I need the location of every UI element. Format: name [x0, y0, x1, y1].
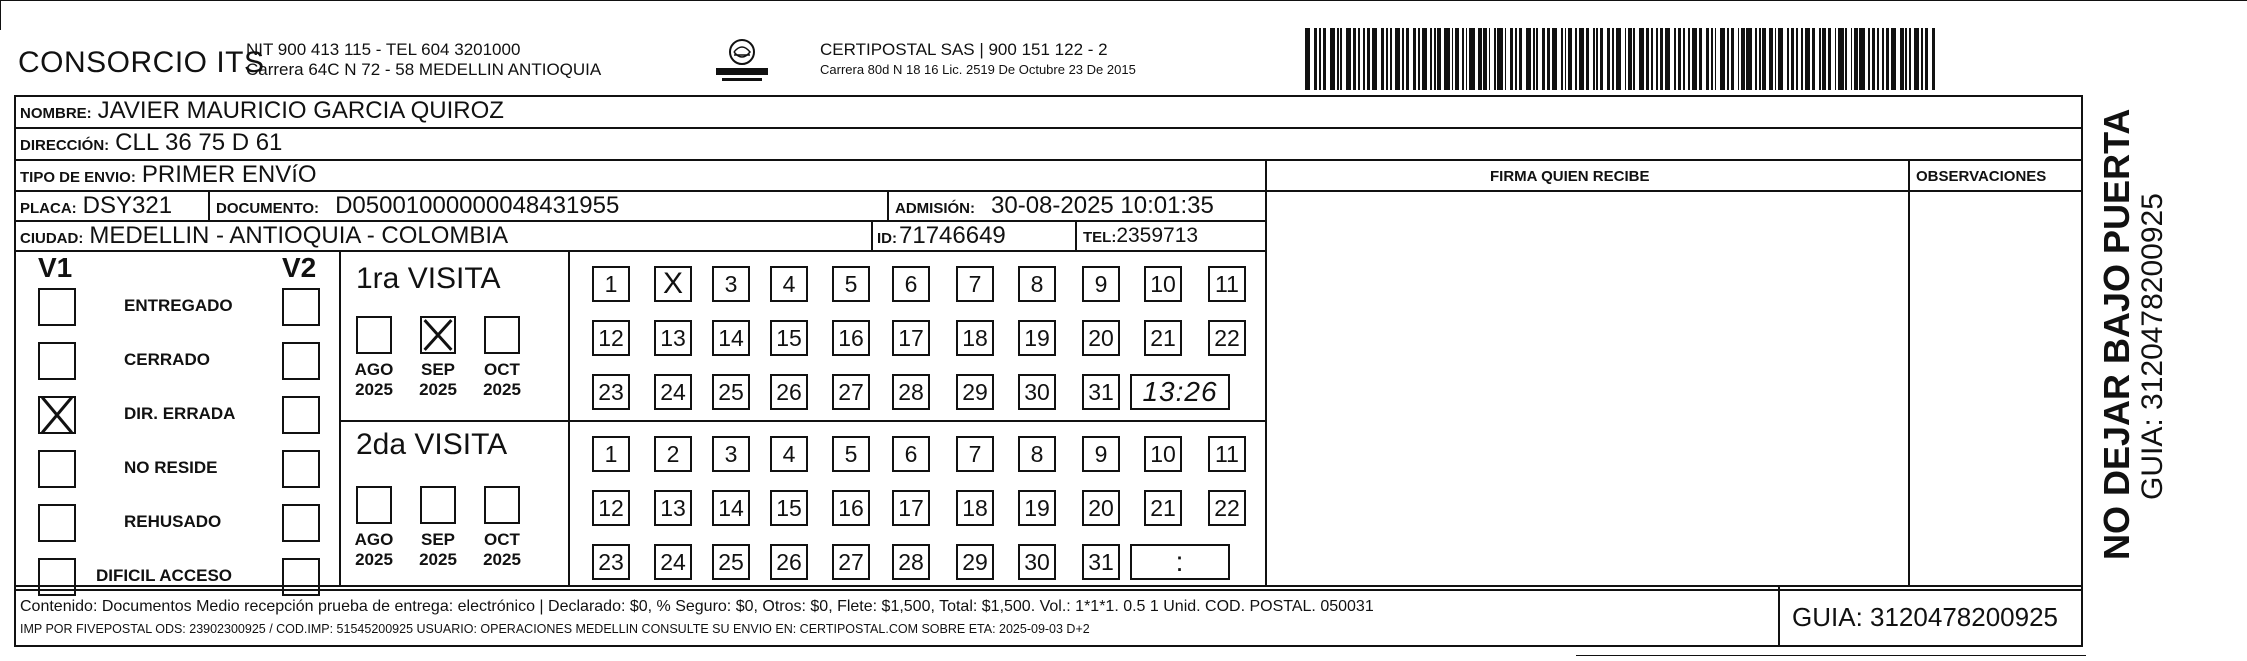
day-box: 1 [592, 436, 630, 472]
month-label: SEP 2025 [419, 360, 457, 399]
name-row [20, 97, 504, 125]
barcode-bar [1340, 28, 1342, 90]
status-v2-checkbox [282, 342, 320, 380]
barcode-bar [1444, 28, 1449, 90]
barcode [1305, 28, 1938, 90]
day-box: 11 [1208, 266, 1246, 302]
plate-field [20, 192, 172, 220]
name-value: JAVIER MAURICIO GARCIA QUIROZ [97, 97, 504, 124]
day-box: 7 [956, 266, 994, 302]
id-col-line [871, 220, 873, 251]
admission-field [895, 192, 1214, 220]
barcode-bar [1656, 28, 1658, 90]
barcode-bar [1358, 28, 1360, 90]
day-box: 9 [1082, 436, 1120, 472]
visit1-title: 1ra VISITA [356, 262, 501, 295]
side-warning: NO DEJAR BAJO PUERTA [2096, 108, 2137, 560]
day-box: 8 [1018, 436, 1056, 472]
barcode-bar [1483, 28, 1487, 90]
barcode-bar [1651, 28, 1653, 90]
barcode-bar [1819, 28, 1821, 90]
day-box: 10 [1144, 266, 1182, 302]
footer-guide: GUIA: 3120478200925 [1792, 602, 2058, 632]
months-col-line [568, 250, 570, 586]
month-checkbox [356, 486, 392, 524]
barcode-bar [1886, 28, 1890, 90]
status-v1-checkbox [38, 450, 76, 488]
day-box: 14 [712, 490, 750, 526]
time-box: : [1130, 544, 1230, 580]
month-label: SEP 2025 [419, 530, 457, 569]
barcode-bar [1759, 28, 1761, 90]
barcode-bar [1469, 28, 1474, 90]
day-box: 3 [712, 266, 750, 302]
barcode-bar [1787, 28, 1789, 90]
barcode-bar [1778, 28, 1783, 90]
status-v1-checkbox [38, 504, 76, 542]
tel-label: TEL: [1083, 229, 1117, 246]
day-box: 25 [712, 544, 750, 580]
barcode-bar [1466, 28, 1468, 90]
barcode-bar [1536, 28, 1538, 90]
day-box: 11 [1208, 436, 1246, 472]
barcode-bar [1575, 28, 1577, 90]
plate-col-line [208, 190, 210, 221]
barcode-bar [1422, 28, 1427, 90]
v1-label: V1 [38, 252, 73, 283]
month-checkbox [484, 316, 520, 354]
barcode-bar [1505, 28, 1507, 90]
barcode-bar [1796, 28, 1798, 90]
company-name: CONSORCIO ITS [18, 46, 265, 79]
v2-label: V2 [282, 252, 317, 283]
month-checkbox [356, 316, 392, 354]
day-box: 26 [770, 544, 808, 580]
admission-col-line [887, 190, 889, 221]
shipment-type-value: PRIMER ENVíO [141, 161, 317, 188]
barcode-bar [1812, 28, 1816, 90]
barcode-bar [1628, 28, 1632, 90]
visit-divider [339, 420, 1266, 422]
barcode-bar [1859, 28, 1864, 90]
day-box: 25 [712, 374, 750, 410]
id-value: 71746649 [899, 222, 1006, 249]
city-value: MEDELLIN - ANTIOQUIA - COLOMBIA [89, 222, 509, 249]
time-box: 13:26 [1130, 374, 1230, 410]
document-field [216, 192, 619, 220]
status-v2-checkbox [282, 288, 320, 326]
status-label: CERRADO [124, 350, 210, 369]
company-nit: NIT 900 413 115 - TEL 604 3201000 [246, 40, 521, 59]
status-label: ENTREGADO [124, 296, 233, 315]
month-label: AGO 2025 [354, 530, 394, 569]
barcode-bar [1568, 28, 1572, 90]
day-box: 28 [892, 544, 930, 580]
cut-line [1576, 655, 2086, 656]
footer-frame [14, 585, 2083, 647]
barcode-bar [1699, 28, 1703, 90]
barcode-bar [1665, 28, 1670, 90]
plate-value: DSY321 [82, 192, 173, 219]
day-box: 3 [712, 436, 750, 472]
day-box: 4 [770, 436, 808, 472]
barcode-bar [1478, 28, 1482, 90]
tel-col-line [1075, 220, 1077, 251]
barcode-bar [1455, 28, 1459, 90]
day-box: 6 [892, 266, 930, 302]
month-label: OCT 2025 [483, 360, 521, 399]
day-box: 13 [654, 320, 692, 356]
barcode-bar [1462, 28, 1464, 90]
tel-field [1083, 224, 1198, 248]
barcode-bar [1452, 28, 1454, 90]
day-box: 31 [1082, 374, 1120, 410]
tel-value: 2359713 [1116, 224, 1199, 247]
barcode-bar [1515, 28, 1517, 90]
barcode-bar [1925, 28, 1929, 90]
barcode-bar [1314, 28, 1318, 90]
name-label: NOMBRE: [20, 105, 92, 122]
day-box: 29 [956, 544, 994, 580]
address-row [20, 129, 282, 157]
day-box: 13 [654, 490, 692, 526]
barcode-bar [1914, 28, 1919, 90]
month-checkbox [420, 316, 456, 354]
barcode-bar [1905, 28, 1907, 90]
day-box: 24 [654, 374, 692, 410]
top-border [0, 0, 2247, 1]
day-box: 23 [592, 374, 630, 410]
barcode-bar [1337, 28, 1339, 90]
barcode-bar [1533, 28, 1535, 90]
id-field [877, 222, 1006, 250]
barcode-bar [1921, 28, 1923, 90]
day-box: X [654, 266, 692, 302]
barcode-bar [1909, 28, 1911, 90]
document-value: D05001000000048431955 [335, 192, 620, 219]
barcode-bar [1586, 28, 1590, 90]
row-line [14, 250, 1266, 252]
barcode-bar [1390, 28, 1392, 90]
barcode-bar [1868, 28, 1870, 90]
barcode-bar [1305, 28, 1310, 90]
day-box: 16 [832, 490, 870, 526]
barcode-bar [1363, 28, 1365, 90]
barcode-bar [1413, 28, 1417, 90]
admission-value: 30-08-2025 10:01:35 [991, 192, 1214, 219]
barcode-bar [1510, 28, 1514, 90]
carrier-name: CERTIPOSTAL SAS | 900 151 122 - 2 [820, 40, 1108, 59]
barcode-bar [1882, 28, 1884, 90]
signature-col-line [1265, 159, 1267, 587]
barcode-bar [1330, 28, 1335, 90]
day-box: 14 [712, 320, 750, 356]
day-box: 15 [770, 320, 808, 356]
plate-label: PLACA: [20, 200, 77, 217]
day-box: 18 [956, 490, 994, 526]
shipment-type-row [20, 161, 317, 189]
barcode-bar [1688, 28, 1690, 90]
visit2-title: 2da VISITA [356, 428, 508, 461]
barcode-bar [1932, 28, 1936, 90]
barcode-bar [1633, 28, 1635, 90]
barcode-bar [1542, 28, 1546, 90]
barcode-bar [1547, 28, 1551, 90]
day-box: 12 [592, 320, 630, 356]
barcode-bar [1706, 28, 1710, 90]
status-v1-checkbox [38, 288, 76, 326]
day-box: 31 [1082, 544, 1120, 580]
day-box: 4 [770, 266, 808, 302]
barcode-bar [1526, 28, 1531, 90]
barcode-bar [1418, 28, 1420, 90]
barcode-bar [1738, 28, 1740, 90]
barcode-bar [1489, 28, 1491, 90]
day-box: 18 [956, 320, 994, 356]
address-value: CLL 36 75 D 61 [115, 129, 283, 156]
barcode-bar [1372, 28, 1377, 90]
row-line [14, 159, 2083, 161]
barcode-bar [1494, 28, 1496, 90]
barcode-bar [1319, 28, 1321, 90]
status-v2-checkbox [282, 504, 320, 542]
day-box: 22 [1208, 320, 1246, 356]
document-label: DOCUMENTO: [216, 200, 320, 217]
day-box: 6 [892, 436, 930, 472]
left-corner-mark [0, 0, 1, 30]
barcode-bar [1406, 28, 1410, 90]
day-box: 5 [832, 436, 870, 472]
status-col-line [339, 250, 341, 586]
barcode-bar [1434, 28, 1436, 90]
day-box: 21 [1144, 320, 1182, 356]
barcode-bar [1900, 28, 1904, 90]
day-box: 17 [892, 490, 930, 526]
barcode-bar [1660, 28, 1664, 90]
barcode-bar [1353, 28, 1357, 90]
status-v2-checkbox [282, 396, 320, 434]
day-box: 19 [1018, 490, 1056, 526]
day-box: 16 [832, 320, 870, 356]
side-guide: GUIA: 3120478200925 [2136, 193, 2169, 500]
barcode-bar [1877, 28, 1879, 90]
day-box: 27 [832, 544, 870, 580]
barcode-bar [1616, 28, 1621, 90]
barcode-bar [1683, 28, 1685, 90]
footer-content: Contenido: Documentos Medio recepción prueba de entrega: electrónico | Declarado: $0, % Seguro: $0, Otros: $0, Flete: $1,500, Total: $1,500. Vol.: 1*1*1. 0.5 1 Unid. COD. POSTAL. 050031 [20, 598, 1374, 615]
barcode-bar [1561, 28, 1563, 90]
barcode-bar [1775, 28, 1777, 90]
day-box: 7 [956, 436, 994, 472]
month-checkbox [484, 486, 520, 524]
day-box: 29 [956, 374, 994, 410]
day-box: 21 [1144, 490, 1182, 526]
barcode-bar [1755, 28, 1757, 90]
barcode-bar [1891, 28, 1896, 90]
day-box: 28 [892, 374, 930, 410]
day-box: 12 [592, 490, 630, 526]
barcode-bar [1731, 28, 1735, 90]
barcode-bar [1323, 28, 1327, 90]
barcode-bar [1822, 28, 1826, 90]
barcode-bar [1711, 28, 1713, 90]
barcode-bar [1715, 28, 1717, 90]
barcode-bar [1801, 28, 1803, 90]
barcode-bar [1625, 28, 1627, 90]
carrier-address: Carrera 80d N 18 16 Lic. 2519 De Octubre 23 De 2015 [820, 62, 1136, 77]
barcode-bar [1674, 28, 1676, 90]
day-box: 20 [1082, 490, 1120, 526]
month-label: AGO 2025 [354, 360, 394, 399]
barcode-bar [1395, 28, 1400, 90]
city-field [20, 222, 508, 250]
status-v1-checkbox [38, 342, 76, 380]
footer-imp: IMP POR FIVEPOSTAL ODS: 23902300925 / COD.IMP: 51545200925 USUARIO: OPERACIONES MEDELLIN CONSULTE SU ENVIO EN: CERTIPOSTAL.COM SOBRE ETA: 2025-09-03 D+2 [20, 622, 1090, 636]
barcode-bar [1367, 28, 1371, 90]
barcode-bar [1872, 28, 1876, 90]
barcode-bar [1593, 28, 1595, 90]
barcode-bar [1741, 28, 1745, 90]
day-box: 26 [770, 374, 808, 410]
status-label: DIR. ERRADA [124, 404, 236, 423]
barcode-bar [1769, 28, 1773, 90]
day-box: 19 [1018, 320, 1056, 356]
status-label: NO RESIDE [124, 458, 218, 477]
barcode-bar [1762, 28, 1766, 90]
day-box: 30 [1018, 544, 1056, 580]
barcode-bar [1607, 28, 1611, 90]
address-label: DIRECCIÓN: [20, 137, 110, 154]
barcode-bar [1845, 28, 1847, 90]
month-label: OCT 2025 [483, 530, 521, 569]
observations-header: OBSERVACIONES [1916, 168, 2047, 185]
barcode-bar [1552, 28, 1557, 90]
barcode-bar [1838, 28, 1843, 90]
day-box: 23 [592, 544, 630, 580]
barcode-bar [1565, 28, 1567, 90]
day-box: 22 [1208, 490, 1246, 526]
certipostal-logo [712, 34, 772, 86]
barcode-bar [1381, 28, 1385, 90]
day-box: 20 [1082, 320, 1120, 356]
barcode-bar [1596, 28, 1598, 90]
observations-col-line [1908, 159, 1910, 587]
barcode-bar [1692, 28, 1697, 90]
shipment-type-label: TIPO DE ENVIO: [20, 169, 136, 186]
day-box: 30 [1018, 374, 1056, 410]
barcode-bar [1402, 28, 1404, 90]
barcode-bar [1805, 28, 1810, 90]
barcode-bar [1727, 28, 1729, 90]
day-box: 8 [1018, 266, 1056, 302]
barcode-bar [1437, 28, 1441, 90]
barcode-bar [1386, 28, 1388, 90]
barcode-bar [1346, 28, 1351, 90]
status-label: DIFICIL ACCESO [96, 566, 233, 585]
barcode-bar [1430, 28, 1432, 90]
barcode-bar [1835, 28, 1837, 90]
barcode-bar [1519, 28, 1523, 90]
day-box: 2 [654, 436, 692, 472]
company-address: Carrera 64C N 72 - 58 MEDELLIN ANTIOQUIA [246, 60, 602, 79]
admission-label: ADMISIÓN: [895, 200, 975, 217]
barcode-bar [1639, 28, 1644, 90]
status-v2-checkbox [282, 450, 320, 488]
month-checkbox [420, 486, 456, 524]
day-box: 17 [892, 320, 930, 356]
barcode-bar [1746, 28, 1751, 90]
day-box: 24 [654, 544, 692, 580]
barcode-bar [1646, 28, 1650, 90]
id-label: ID: [877, 230, 897, 247]
day-box: 15 [770, 490, 808, 526]
barcode-bar [1579, 28, 1584, 90]
barcode-bar [1612, 28, 1614, 90]
status-label: REHUSADO [124, 512, 222, 531]
barcode-bar [1851, 28, 1853, 90]
barcode-bar [1791, 28, 1795, 90]
barcode-bar [1497, 28, 1502, 90]
row-line [14, 127, 2083, 129]
day-box: 10 [1144, 436, 1182, 472]
status-v1-checkbox [38, 396, 76, 434]
day-box: 5 [832, 266, 870, 302]
signature-header: FIRMA QUIEN RECIBE [1490, 168, 1650, 185]
barcode-bar [1678, 28, 1682, 90]
barcode-bar [1854, 28, 1858, 90]
city-label: CIUDAD: [20, 230, 84, 247]
day-box: 1 [592, 266, 630, 302]
day-box: 27 [832, 374, 870, 410]
barcode-bar [1828, 28, 1832, 90]
day-box: 9 [1082, 266, 1120, 302]
barcode-bar [1720, 28, 1725, 90]
barcode-bar [1600, 28, 1604, 90]
